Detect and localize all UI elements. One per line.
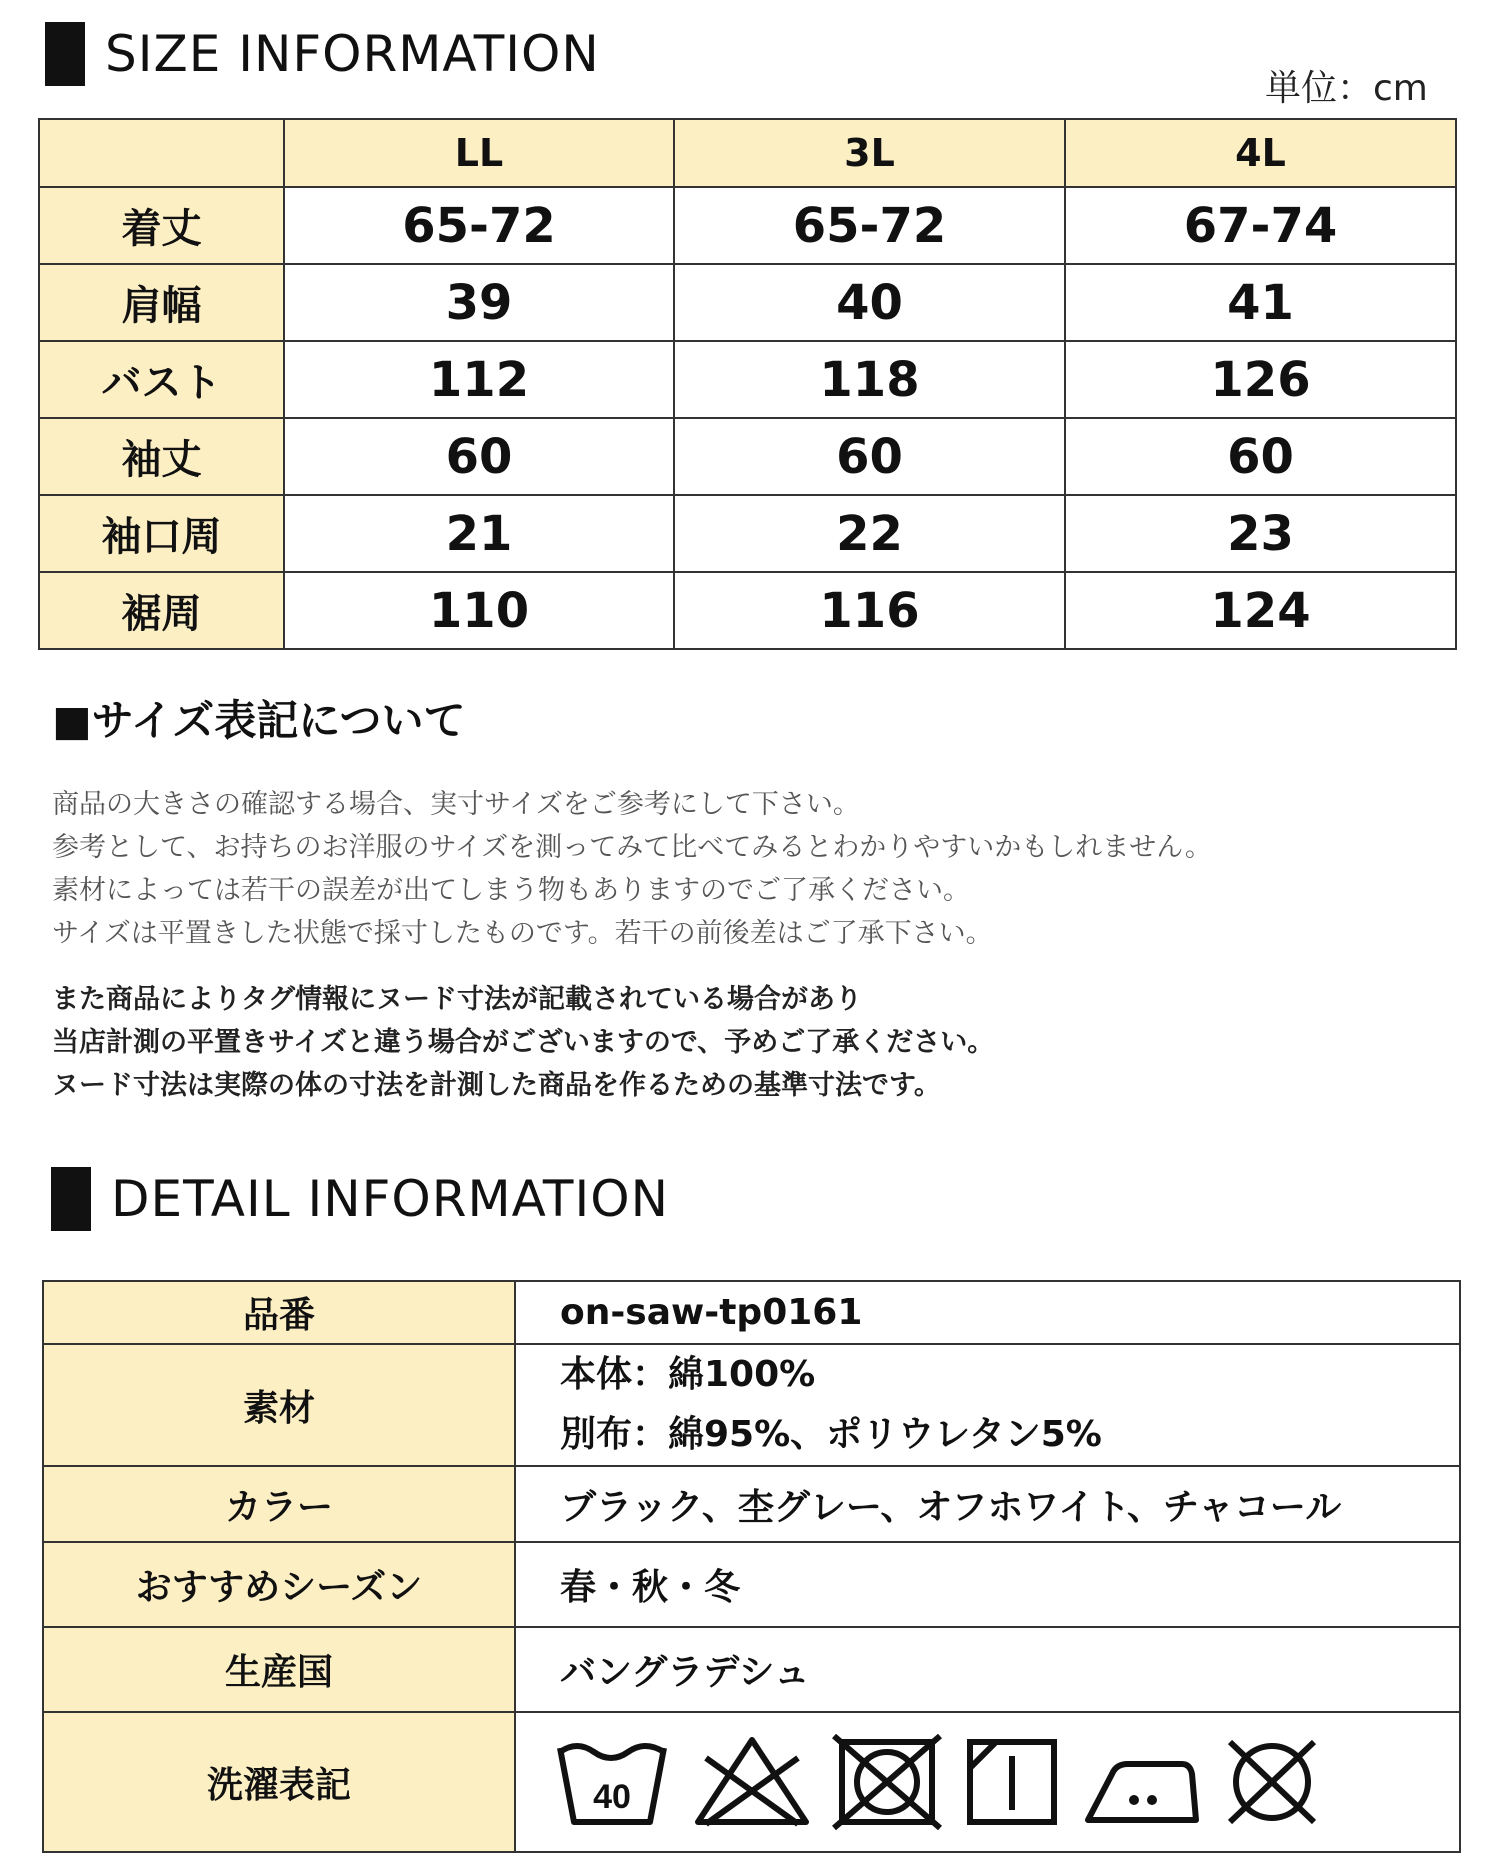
table-row (39, 418, 1456, 495)
material-value (515, 1344, 1460, 1466)
row-label: バスト (39, 341, 284, 418)
size-value: 126 (1065, 341, 1456, 418)
product-number-value: on-saw-tp0161 (515, 1281, 1460, 1344)
table-row (43, 1712, 1460, 1852)
section-marker (51, 1167, 91, 1231)
detail-label: 素材 (43, 1344, 515, 1466)
size-table-header (39, 119, 1456, 187)
nude-size-note (52, 978, 1452, 1107)
size-column-header: LL (284, 119, 674, 187)
table-row (43, 1344, 1460, 1466)
size-value: 39 (284, 264, 674, 341)
section-marker (45, 22, 85, 86)
size-value: 65-72 (284, 187, 674, 264)
size-value: 21 (284, 495, 674, 572)
size-value: 124 (1065, 572, 1456, 649)
size-value: 60 (1065, 418, 1456, 495)
table-row (39, 341, 1456, 418)
size-column-header: 4L (1065, 119, 1456, 187)
size-value: 22 (674, 495, 1065, 572)
note-line: 参考として、お持ちのお洋服のサイズを測ってみて比べてみるとわかりやすいかもしれません。 (52, 832, 1212, 863)
detail-label: おすすめシーズン (43, 1542, 515, 1627)
size-value: 40 (674, 264, 1065, 341)
season-value: 春・秋・冬 (515, 1542, 1460, 1627)
detail-label: 生産国 (43, 1627, 515, 1712)
wash-temp-label: 40 (593, 1778, 631, 1816)
unit-label: 単位：cm (1265, 68, 1428, 109)
line-dry-shade-icon (962, 1734, 1062, 1830)
care-icons (552, 1734, 1459, 1830)
detail-label: 洗濯表記 (43, 1712, 515, 1852)
material-line: 本体：綿100% (560, 1354, 816, 1395)
detail-section-title: DETAIL INFORMATION (111, 1170, 669, 1228)
note-line: 素材によっては若干の誤差が出てしまう物もありますのでご了承ください。 (52, 875, 970, 906)
size-value: 65-72 (674, 187, 1065, 264)
size-section-title: SIZE INFORMATION (105, 25, 600, 83)
note-bold-line: また商品によりタグ情報にヌード寸法が記載されている場合があり (52, 984, 862, 1015)
table-row (39, 264, 1456, 341)
detail-label: カラー (43, 1466, 515, 1542)
table-row (39, 187, 1456, 264)
wash-40-icon (552, 1734, 672, 1830)
size-value: 112 (284, 341, 674, 418)
size-value: 67-74 (1065, 187, 1456, 264)
detail-table (42, 1280, 1461, 1853)
size-value: 110 (284, 572, 674, 649)
note-bold-line: 当店計測の平置きサイズと違う場合がございますので、予めご了承ください。 (52, 1027, 995, 1058)
color-value: ブラック、杢グレー、オフホワイト、チャコール (515, 1466, 1460, 1542)
note-bold-line: ヌード寸法は実際の体の寸法を計測した商品を作るための基準寸法です。 (52, 1070, 941, 1101)
size-value: 60 (674, 418, 1065, 495)
table-row (39, 495, 1456, 572)
size-column-header: 3L (674, 119, 1065, 187)
size-section-header (45, 22, 600, 86)
row-label: 袖口周 (39, 495, 284, 572)
no-dry-clean-icon (1222, 1734, 1322, 1830)
detail-section-header (51, 1167, 669, 1231)
origin-value: バングラデシュ (515, 1627, 1460, 1712)
table-row (43, 1466, 1460, 1542)
note-line: 商品の大きさの確認する場合、実寸サイズをご参考にして下さい。 (52, 789, 860, 820)
row-label: 裾周 (39, 572, 284, 649)
table-row (39, 572, 1456, 649)
row-label: 袖丈 (39, 418, 284, 495)
detail-label: 品番 (43, 1281, 515, 1344)
material-line: 別布：綿95%、ポリウレタン5% (560, 1414, 1102, 1455)
size-note-body (52, 783, 1452, 955)
size-note-title: ■サイズ表記について (52, 696, 466, 745)
size-table-corner (39, 119, 284, 187)
table-row (43, 1281, 1460, 1344)
no-tumble-dry-icon (832, 1734, 942, 1830)
no-bleach-icon (692, 1734, 812, 1830)
note-line: サイズは平置きした状態で採寸したものです。若干の前後差はご了承下さい。 (52, 918, 993, 949)
size-value: 116 (674, 572, 1065, 649)
care-symbols (515, 1712, 1460, 1852)
row-label: 肩幅 (39, 264, 284, 341)
size-value: 60 (284, 418, 674, 495)
iron-medium-icon (1082, 1734, 1202, 1830)
size-value: 118 (674, 341, 1065, 418)
size-value: 41 (1065, 264, 1456, 341)
table-row (43, 1627, 1460, 1712)
size-value: 23 (1065, 495, 1456, 572)
table-row (43, 1542, 1460, 1627)
size-table (38, 118, 1457, 650)
row-label: 着丈 (39, 187, 284, 264)
